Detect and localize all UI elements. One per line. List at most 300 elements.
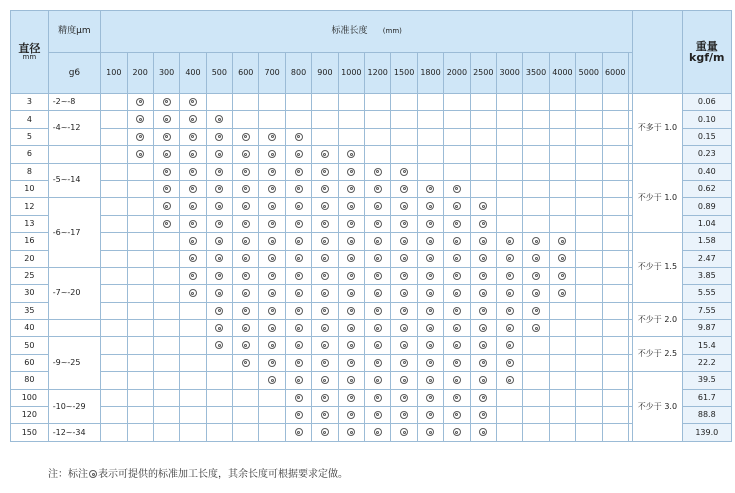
length-cell xyxy=(233,215,259,232)
length-cell xyxy=(206,389,232,406)
length-cell xyxy=(285,94,311,111)
length-cell xyxy=(365,285,391,302)
length-cell xyxy=(417,285,443,302)
length-cell xyxy=(365,424,391,441)
available-mark-icon xyxy=(295,237,303,245)
length-cell xyxy=(233,267,259,284)
length-cell xyxy=(259,146,285,163)
length-cell xyxy=(602,424,628,441)
available-mark-icon xyxy=(295,411,303,419)
length-cell xyxy=(206,146,232,163)
available-mark-icon xyxy=(400,237,408,245)
length-cell xyxy=(285,146,311,163)
length-cell xyxy=(470,320,496,337)
length-cell xyxy=(444,424,470,441)
available-mark-icon xyxy=(347,376,355,384)
length-cell xyxy=(444,337,470,354)
available-mark-icon xyxy=(374,428,382,436)
length-cell xyxy=(417,111,443,128)
diameter-cell: 40 xyxy=(11,320,49,337)
available-mark-icon xyxy=(347,428,355,436)
diameter-unit: mm xyxy=(22,53,37,61)
length-cell xyxy=(576,215,602,232)
length-cell xyxy=(338,163,364,180)
table-row xyxy=(11,215,732,232)
length-cell xyxy=(153,111,179,128)
available-mark-icon xyxy=(426,202,434,210)
available-mark-icon xyxy=(347,324,355,332)
available-mark-icon xyxy=(479,428,487,436)
available-mark-icon xyxy=(374,237,382,245)
available-mark-icon xyxy=(453,411,461,419)
available-mark-icon xyxy=(295,220,303,228)
available-mark-icon xyxy=(321,359,329,367)
length-cell xyxy=(259,198,285,215)
weight-cell: 2.47 xyxy=(682,250,731,267)
available-mark-icon xyxy=(426,307,434,315)
straightness-cell: 不多于 1.0 xyxy=(633,94,682,164)
available-mark-icon xyxy=(215,237,223,245)
available-mark-icon xyxy=(347,341,355,349)
table-row xyxy=(11,372,732,389)
table-row xyxy=(11,128,732,145)
precision-cell: -6~-17 xyxy=(48,198,100,268)
available-mark-icon xyxy=(163,168,171,176)
length-cell xyxy=(180,302,206,319)
length-cell xyxy=(523,320,549,337)
length-cell xyxy=(312,198,338,215)
available-mark-icon xyxy=(479,202,487,210)
diameter-cell: 60 xyxy=(11,354,49,371)
length-col-header: 6000 xyxy=(602,53,628,94)
straightness-cell: 不少于 1.5 xyxy=(633,233,682,303)
available-mark-icon xyxy=(321,254,329,262)
length-cell xyxy=(523,337,549,354)
length-cell xyxy=(365,180,391,197)
available-mark-icon xyxy=(268,133,276,141)
available-mark-icon xyxy=(136,133,144,141)
available-mark-icon xyxy=(347,272,355,280)
available-mark-icon xyxy=(268,202,276,210)
length-cell xyxy=(391,250,417,267)
length-cell xyxy=(180,128,206,145)
length-cell xyxy=(101,250,127,267)
length-cell xyxy=(259,302,285,319)
length-cell xyxy=(338,320,364,337)
available-mark-icon xyxy=(242,133,250,141)
length-cell xyxy=(101,302,127,319)
available-mark-icon xyxy=(163,133,171,141)
length-cell xyxy=(470,233,496,250)
length-cell xyxy=(206,111,232,128)
length-cell xyxy=(312,302,338,319)
length-cell xyxy=(365,389,391,406)
available-mark-icon xyxy=(506,324,514,332)
length-cell xyxy=(233,163,259,180)
length-cell xyxy=(417,163,443,180)
available-mark-icon xyxy=(189,115,197,123)
length-cell-spacer xyxy=(628,285,632,302)
diameter-cell: 25 xyxy=(11,267,49,284)
length-cell xyxy=(127,215,153,232)
length-cell xyxy=(549,407,575,424)
length-cell xyxy=(285,424,311,441)
straightness-cell: 不少于 1.0 xyxy=(633,163,682,233)
length-cell xyxy=(470,285,496,302)
length-cell xyxy=(417,424,443,441)
length-col-header: 1800 xyxy=(417,53,443,94)
available-mark-icon xyxy=(189,289,197,297)
length-cell xyxy=(338,337,364,354)
length-cell xyxy=(576,389,602,406)
available-mark-icon xyxy=(242,254,250,262)
available-mark-icon xyxy=(321,307,329,315)
length-cell xyxy=(153,233,179,250)
length-cell xyxy=(153,128,179,145)
weight-cell: 9.87 xyxy=(682,320,731,337)
length-cell xyxy=(101,389,127,406)
available-mark-icon xyxy=(163,98,171,106)
available-mark-icon xyxy=(506,359,514,367)
length-cell xyxy=(338,233,364,250)
length-cell xyxy=(391,389,417,406)
length-cell xyxy=(444,128,470,145)
weight-cell: 3.85 xyxy=(682,267,731,284)
available-mark-icon xyxy=(400,272,408,280)
length-cell xyxy=(338,198,364,215)
length-cell-spacer xyxy=(628,198,632,215)
available-mark-icon xyxy=(268,289,276,297)
diameter-cell: 150 xyxy=(11,424,49,441)
length-cell xyxy=(523,94,549,111)
available-mark-icon xyxy=(506,254,514,262)
length-col-spacer xyxy=(628,53,632,94)
length-cell xyxy=(576,267,602,284)
length-cell xyxy=(312,233,338,250)
length-cell xyxy=(549,146,575,163)
length-cell xyxy=(153,146,179,163)
length-cell xyxy=(391,163,417,180)
available-mark-icon xyxy=(242,185,250,193)
available-mark-icon xyxy=(215,341,223,349)
length-cell xyxy=(180,424,206,441)
available-mark-icon xyxy=(374,220,382,228)
length-cell xyxy=(259,111,285,128)
length-cell xyxy=(285,180,311,197)
length-cell xyxy=(101,267,127,284)
length-cell xyxy=(444,267,470,284)
length-cell xyxy=(523,128,549,145)
available-mark-icon xyxy=(479,376,487,384)
available-mark-icon xyxy=(268,359,276,367)
length-cell xyxy=(365,215,391,232)
length-cell xyxy=(576,285,602,302)
length-cell xyxy=(523,407,549,424)
available-mark-icon xyxy=(347,185,355,193)
length-col-header: 500 xyxy=(206,53,232,94)
length-cell xyxy=(153,198,179,215)
precision-cell: -5~-14 xyxy=(48,163,100,198)
length-cell xyxy=(153,354,179,371)
length-cell xyxy=(180,354,206,371)
length-cell xyxy=(576,198,602,215)
length-cell xyxy=(496,285,522,302)
length-cell xyxy=(602,163,628,180)
length-cell xyxy=(576,354,602,371)
length-cell xyxy=(391,180,417,197)
table-row xyxy=(11,354,732,371)
length-cell xyxy=(470,337,496,354)
length-cell xyxy=(365,111,391,128)
length-cell xyxy=(180,198,206,215)
length-cell xyxy=(127,424,153,441)
available-mark-icon xyxy=(453,237,461,245)
length-cell-spacer xyxy=(628,354,632,371)
length-cell xyxy=(259,163,285,180)
length-cell xyxy=(153,372,179,389)
precision-label: 精度μm xyxy=(58,26,91,36)
available-mark-icon xyxy=(268,272,276,280)
length-cell xyxy=(101,337,127,354)
available-mark-icon xyxy=(189,98,197,106)
length-cell xyxy=(470,215,496,232)
length-cell xyxy=(312,320,338,337)
table-row xyxy=(11,233,732,250)
length-cell xyxy=(233,233,259,250)
length-cell xyxy=(101,94,127,111)
length-cell xyxy=(391,320,417,337)
available-mark-icon xyxy=(532,289,540,297)
length-cell xyxy=(180,111,206,128)
available-mark-icon xyxy=(321,272,329,280)
length-cell xyxy=(312,424,338,441)
length-cell xyxy=(391,215,417,232)
length-cell xyxy=(602,233,628,250)
length-cell xyxy=(206,94,232,111)
length-cell xyxy=(206,233,232,250)
diameter-cell: 10 xyxy=(11,180,49,197)
length-cell xyxy=(496,233,522,250)
available-mark-icon xyxy=(215,307,223,315)
length-cell xyxy=(576,302,602,319)
length-cell xyxy=(338,215,364,232)
length-cell xyxy=(233,250,259,267)
length-cell xyxy=(576,320,602,337)
available-mark-icon xyxy=(295,168,303,176)
length-cell xyxy=(496,111,522,128)
footnote-prefix: 注：标注 xyxy=(48,469,88,480)
length-cell xyxy=(549,267,575,284)
precision-cell xyxy=(48,146,100,163)
available-mark-icon xyxy=(295,133,303,141)
available-mark-icon xyxy=(347,307,355,315)
available-mark-icon xyxy=(558,289,566,297)
available-mark-icon xyxy=(374,254,382,262)
length-cell-spacer xyxy=(628,407,632,424)
available-mark-icon xyxy=(479,394,487,402)
length-cell xyxy=(391,354,417,371)
weight-header xyxy=(682,11,731,94)
length-cell xyxy=(153,407,179,424)
length-cell xyxy=(470,94,496,111)
length-cell xyxy=(549,320,575,337)
length-cell xyxy=(338,424,364,441)
available-mark-icon xyxy=(558,254,566,262)
length-cell xyxy=(444,389,470,406)
length-cell xyxy=(602,337,628,354)
available-mark-icon xyxy=(295,359,303,367)
length-cell xyxy=(206,163,232,180)
length-cell xyxy=(127,389,153,406)
table-row xyxy=(11,94,732,111)
available-mark-icon xyxy=(163,220,171,228)
available-mark-icon xyxy=(400,185,408,193)
length-cell-spacer xyxy=(628,320,632,337)
length-cell xyxy=(180,146,206,163)
precision-grade xyxy=(48,53,100,94)
available-mark-icon xyxy=(400,168,408,176)
length-cell xyxy=(417,267,443,284)
length-cell xyxy=(549,215,575,232)
available-mark-icon xyxy=(479,289,487,297)
length-cell xyxy=(233,128,259,145)
spec-table xyxy=(10,10,732,442)
length-cell xyxy=(127,267,153,284)
length-cell xyxy=(285,285,311,302)
length-cell xyxy=(496,128,522,145)
available-mark-icon xyxy=(268,324,276,332)
length-cell xyxy=(127,128,153,145)
length-cell xyxy=(312,267,338,284)
length-cell xyxy=(576,407,602,424)
length-cell xyxy=(153,163,179,180)
length-cell xyxy=(338,267,364,284)
length-cell xyxy=(391,128,417,145)
length-cell xyxy=(470,389,496,406)
weight-cell: 15.4 xyxy=(682,337,731,354)
length-cell xyxy=(549,285,575,302)
length-cell xyxy=(523,233,549,250)
table-row xyxy=(11,389,732,406)
available-mark-icon xyxy=(453,359,461,367)
diameter-cell: 5 xyxy=(11,128,49,145)
length-cell xyxy=(338,389,364,406)
available-mark-icon xyxy=(242,202,250,210)
weight-cell: 88.8 xyxy=(682,407,731,424)
length-cell xyxy=(549,424,575,441)
length-cell xyxy=(496,407,522,424)
length-cell xyxy=(365,372,391,389)
length-cell xyxy=(496,215,522,232)
length-cell xyxy=(602,146,628,163)
diameter-cell: 4 xyxy=(11,111,49,128)
length-cell xyxy=(259,337,285,354)
straightness-header xyxy=(633,11,682,94)
length-cell-spacer xyxy=(628,128,632,145)
available-mark-icon xyxy=(136,150,144,158)
length-cell xyxy=(602,320,628,337)
length-cell xyxy=(180,215,206,232)
available-mark-icon xyxy=(242,289,250,297)
available-mark-icon xyxy=(189,237,197,245)
available-mark-icon xyxy=(295,341,303,349)
length-cell xyxy=(101,372,127,389)
available-mark-icon xyxy=(479,272,487,280)
available-mark-icon xyxy=(532,307,540,315)
available-mark-icon xyxy=(374,359,382,367)
straightness-cell: 不少于 2.0 xyxy=(633,302,682,337)
available-mark-icon xyxy=(453,324,461,332)
length-cell xyxy=(180,94,206,111)
length-cell xyxy=(101,407,127,424)
length-header xyxy=(101,11,633,53)
length-cell xyxy=(444,250,470,267)
available-mark-icon xyxy=(453,307,461,315)
available-mark-icon xyxy=(532,324,540,332)
length-cell xyxy=(523,372,549,389)
available-mark-icon xyxy=(163,185,171,193)
length-cell xyxy=(523,285,549,302)
available-mark-icon xyxy=(189,220,197,228)
length-cell xyxy=(523,215,549,232)
length-cell xyxy=(391,337,417,354)
length-cell xyxy=(285,198,311,215)
length-cell xyxy=(101,180,127,197)
length-cell xyxy=(576,180,602,197)
diameter-cell: 30 xyxy=(11,285,49,302)
available-mark-icon xyxy=(163,115,171,123)
available-mark-icon xyxy=(347,254,355,262)
length-cell xyxy=(470,180,496,197)
length-cell xyxy=(259,128,285,145)
precision-header xyxy=(48,11,100,53)
available-mark-icon xyxy=(374,341,382,349)
length-cell xyxy=(470,250,496,267)
length-cell xyxy=(496,337,522,354)
length-cell xyxy=(365,302,391,319)
length-cell xyxy=(444,354,470,371)
length-cell xyxy=(470,111,496,128)
length-cell xyxy=(312,215,338,232)
circle-mark-icon xyxy=(89,470,97,478)
available-mark-icon xyxy=(215,289,223,297)
length-cell xyxy=(602,302,628,319)
available-mark-icon xyxy=(215,150,223,158)
length-cell xyxy=(391,111,417,128)
weight-cell: 22.2 xyxy=(682,354,731,371)
available-mark-icon xyxy=(321,324,329,332)
available-mark-icon xyxy=(268,220,276,228)
length-cell xyxy=(312,337,338,354)
length-cell xyxy=(417,354,443,371)
length-cell xyxy=(180,163,206,180)
precision-cell: -4~-12 xyxy=(48,111,100,146)
length-cell xyxy=(470,424,496,441)
length-cell xyxy=(470,198,496,215)
length-cell xyxy=(153,302,179,319)
length-unit: (mm) xyxy=(382,27,402,35)
length-cell xyxy=(101,215,127,232)
length-cell xyxy=(101,320,127,337)
available-mark-icon xyxy=(453,254,461,262)
length-cell xyxy=(338,146,364,163)
weight-cell: 5.55 xyxy=(682,285,731,302)
length-cell xyxy=(417,233,443,250)
length-cell xyxy=(549,163,575,180)
available-mark-icon xyxy=(321,411,329,419)
weight-cell: 39.5 xyxy=(682,372,731,389)
length-col-header: 3500 xyxy=(523,53,549,94)
